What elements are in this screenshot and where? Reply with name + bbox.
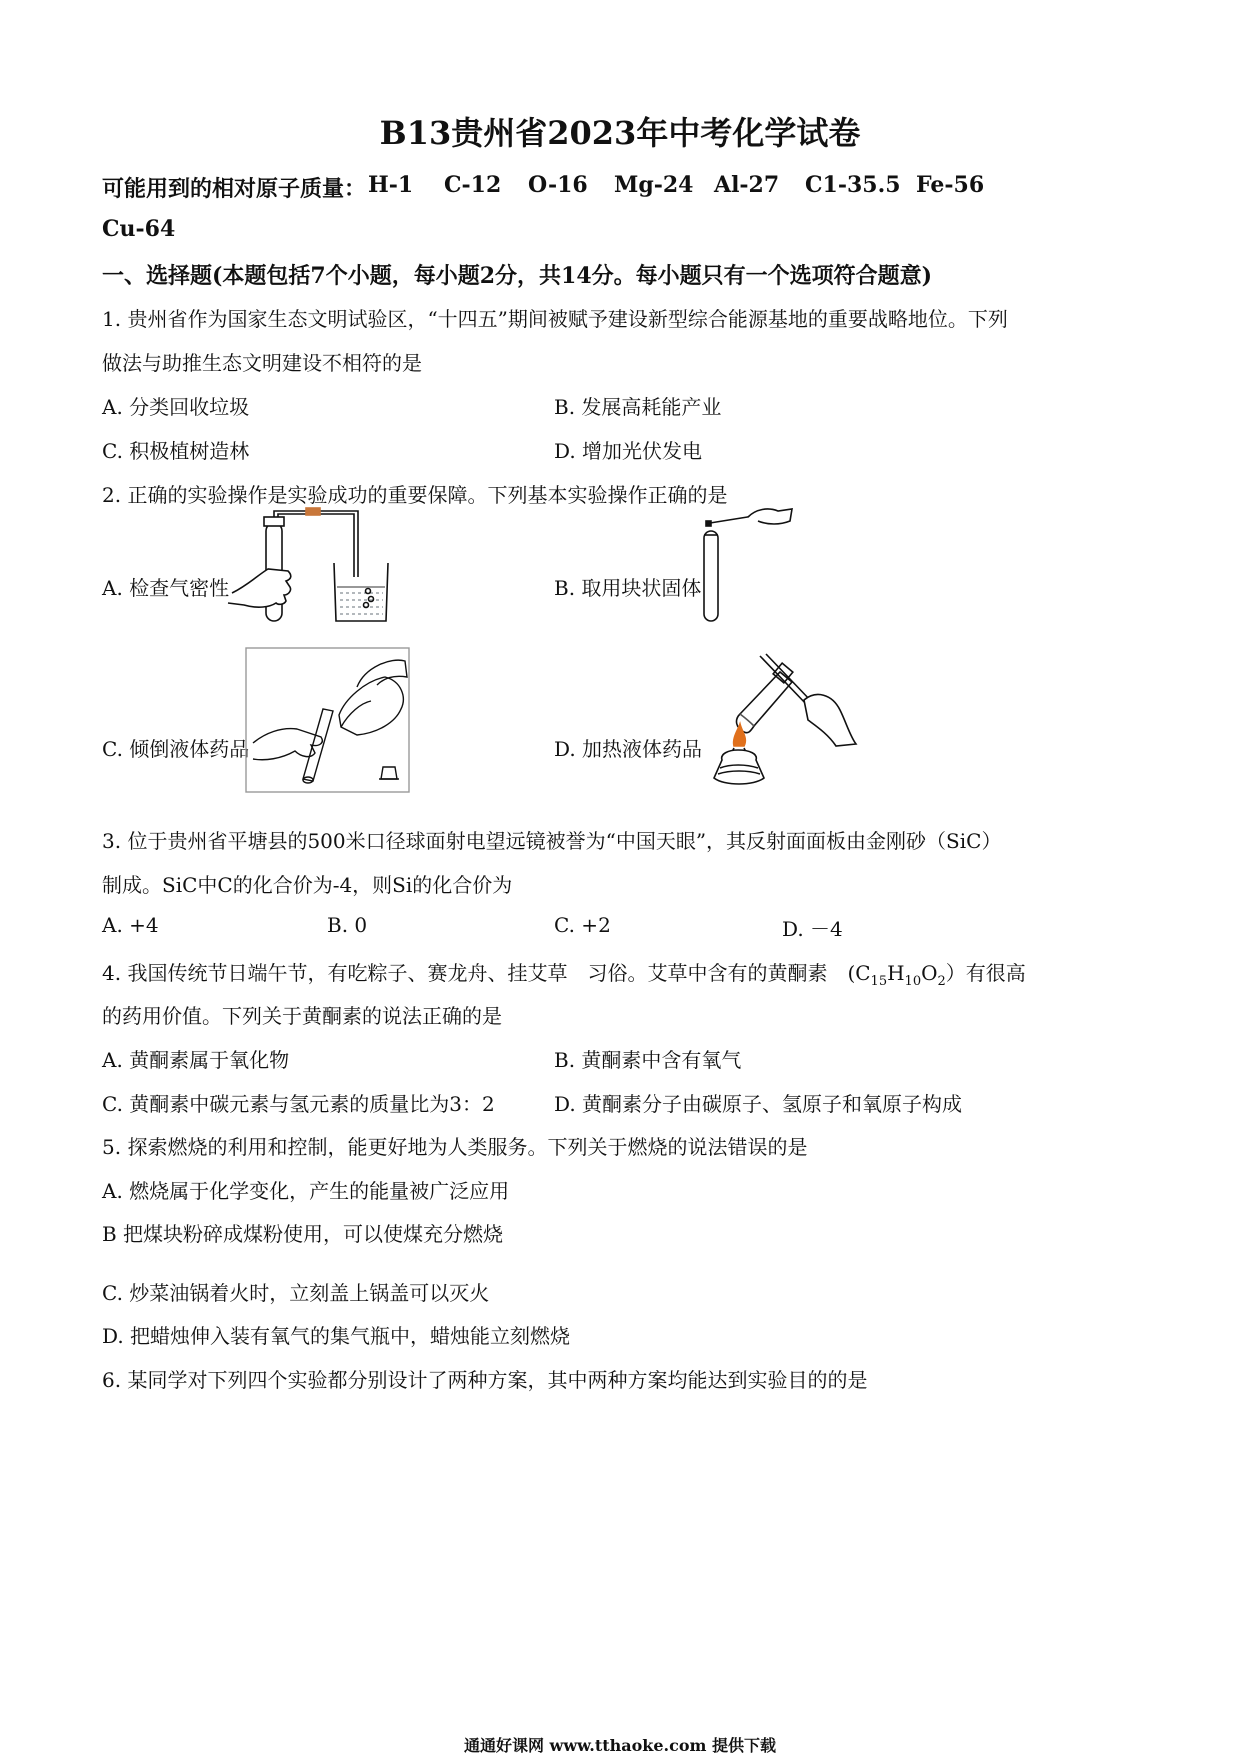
question-4-option-d: D. 黄酮素分子由碳原子、氢原子和氧原子构成 (554, 1092, 963, 1116)
atomic-mass-label: 可能用到的相对原子质量： (102, 176, 367, 202)
question-6-stem: 6. 某同学对下列四个实验都分别设计了两种方案，其中两种方案均能达到实验目的的是 (102, 1368, 868, 1392)
question-5-stem: 5. 探索燃烧的利用和控制，能更好地为人类服务。下列关于燃烧的说法错误的是 (102, 1135, 808, 1159)
question-3-option-d: D. －4 (782, 917, 843, 941)
question-3-line-2: 制成。SiC中C的化合价为-4，则Si的化合价为 (102, 873, 513, 897)
pouring-liquid-figure (245, 647, 411, 795)
question-1-option-b: B. 发展高耗能产业 (554, 395, 722, 419)
question-2-option-a: A. 检查气密性 (102, 576, 230, 600)
question-3-line-1: 3. 位于贵州省平塘县的500米口径球面射电望远镜被誉为“中国天眼”，其反射面面板由金刚砂（SiC） (102, 829, 1002, 853)
question-3-option-c: C. +2 (554, 913, 611, 937)
question-4-option-a: A. 黄酮素属于氧化物 (102, 1048, 290, 1072)
question-5-option-a: A. 燃烧属于化学变化，产生的能量被广泛应用 (102, 1179, 510, 1203)
question-1-option-a: A. 分类回收垃圾 (102, 395, 250, 419)
atomic-mass-h: H-1 (368, 172, 414, 198)
block-solid-figure (700, 505, 800, 625)
atomic-mass-c: C-12 (444, 172, 502, 198)
question-5-option-c: C. 炒菜油锅着火时，立刻盖上锅盖可以灭火 (102, 1281, 490, 1305)
atomic-mass-fe: Fe-56 (916, 172, 985, 198)
question-1-option-c: C. 积极植树造林 (102, 439, 250, 463)
question-4-line-1: 4. 我国传统节日端午节，有吃粽子、赛龙舟、挂艾草 习俗。艾草中含有的黄酮素 $(C_{15}H_{10}O_2)$有很高 (102, 961, 1026, 989)
atomic-mass-mg: Mg-24 (614, 172, 694, 198)
question-5-option-b: B 把煤块粉碎成煤粉使用，可以使煤充分燃烧 (102, 1222, 504, 1246)
question-4-line-2: 的药用价值。下列关于黄酮素的说法正确的是 (102, 1004, 502, 1028)
page-footer: 通通好课网 www.tthaoke.com 提供下载 (463, 1736, 777, 1755)
page-title: B13贵州省2023年中考化学试卷 (379, 114, 861, 152)
airtightness-check-figure (228, 505, 398, 625)
question-1-line-1: 1. 贵州省作为国家生态文明试验区，“十四五”期间被赋予建设新型综合能源基地的重要战略地位。下列 (102, 307, 1008, 331)
atomic-mass-cu: Cu-64 (102, 216, 176, 242)
question-3-option-a: A. +4 (102, 913, 159, 937)
question-2-stem: 2. 正确的实验操作是实验成功的重要保障。下列基本实验操作正确的是 (102, 483, 728, 507)
atomic-mass-cl: C1-35.5 (805, 172, 901, 198)
question-4-option-b: B. 黄酮素中含有氧气 (554, 1048, 742, 1072)
question-2-option-c: C. 倾倒液体药品 (102, 737, 250, 761)
atomic-mass-o: O-16 (528, 172, 588, 198)
question-2-option-b: B. 取用块状固体 (554, 576, 702, 600)
heating-liquid-figure (700, 650, 860, 795)
question-2-option-d: D. 加热液体药品 (554, 737, 703, 761)
question-4-option-c: C. 黄酮素中碳元素与氢元素的质量比为3：2 (102, 1092, 495, 1116)
section-heading: 一、选择题(本题包括7个小题，每小题2分，共14分。每小题只有一个选项符合题意) (102, 263, 933, 289)
atomic-mass-al: Al-27 (714, 172, 780, 198)
question-1-line-2: 做法与助推生态文明建设不相符的是 (102, 351, 422, 375)
question-3-option-b: B. 0 (327, 913, 368, 937)
question-5-option-d: D. 把蜡烛伸入装有氧气的集气瓶中，蜡烛能立刻燃烧 (102, 1324, 571, 1348)
question-1-option-d: D. 增加光伏发电 (554, 439, 703, 463)
